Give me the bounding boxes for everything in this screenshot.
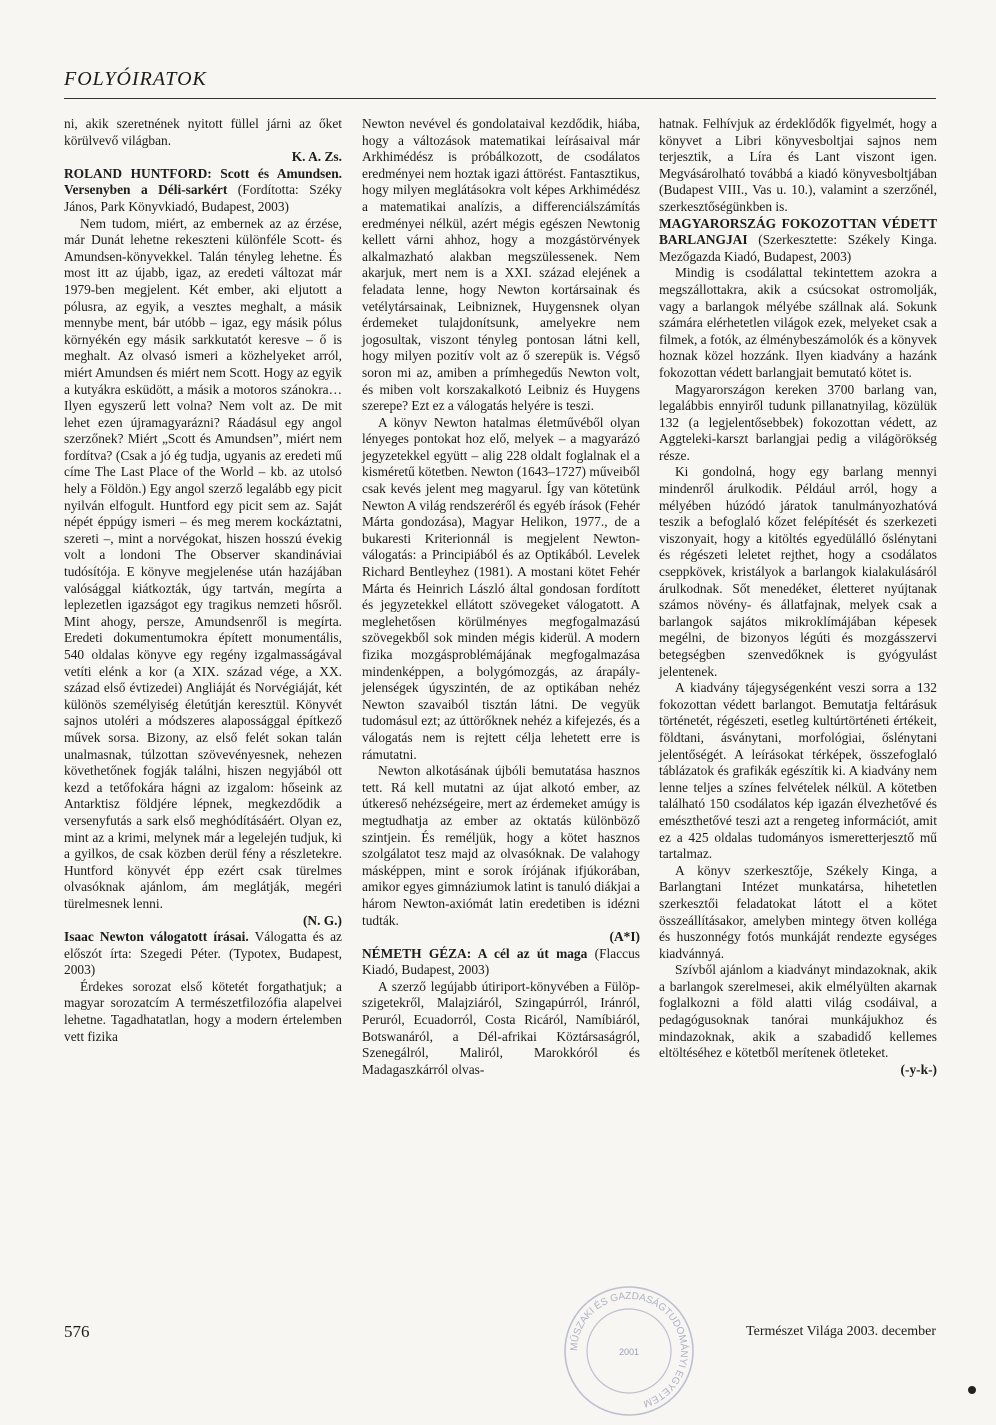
review-body: hatnak. Felhívjuk az érdeklődők figyelmét, hogy a könyvet a Libri könyvesboltjai sajnos nem terjesztik, a Líra és Lant viszont igen. Megvásárolható továbbá a kiadó könyvesboltjában (Budapest VIII., Vas u. 10.), valamint a szerzőnél, szerkesztőségünkben is.: [659, 116, 937, 214]
review-body: A könyv Newton hatalmas életművéből olyan lényeges pontokat hoz elő, melyek – a magyarázó jegyzetekkel együtt – alig 228 oldalt foglalnak el a kisméretű kötetben. Newton (1643–1727) műveiből csak kevés jelent meg magyarul. Így van kötetünk Newton A világ rendszeréről és egyéb írások (Fehér Márta gondozása), Magyar Helikon, 1977., de a bukaresti Kriterionnál is megjelent Newton-válogatás: a Principiából és az Optikából. Levelek Richard Bentleyhez (1981). A mostani kötet Fehér Márta és Heinrich László által gondosan fordított és jegyzetekkel ellátott szövegeket válogatott. A meglehetősen körülményes megfogalmazású szövegekből sok minden mégis kiderül. A modern fizika mozgásproblémájának megfogalmazása mindenképpen, a bolygómozgás, az árapály-jelenségek úgyszintén, de az optikában nehéz Newton szavaiból tisztán látni. De vegyük tudomásul ezt; az úttörőknek nehéz a kifejezés, és a válogatás nem is rejtett célja lehetett erre is rámutatni.: [362, 414, 640, 762]
stamp-year: 2001: [618, 1347, 640, 1357]
review-body: Newton alkotásának újbóli bemutatása hasznos tett. Rá kell mutatni az újat alkotó ember, az útkereső nehézségeire, mert az érdemeket amúgy is megtudhatja az ember az oktatás különböző szintjein. És reméljük, hogy a kötet hasznos szolgálatot tesz majd az olvasóknak. De valahogy másképpen, mint e sorok írójának ifjúkorában, amikor egyes gimnáziumok latint is tanuló diákjai a három Newton-axiómát latin eredetiben is idézni tudták.: [362, 763, 640, 928]
journal-name: Természet Világa 2003. december: [746, 1324, 936, 1339]
column-2: [362, 116, 640, 1078]
review-body: Érdekes sorozat első kötetét forgathatjuk; a magyar sorozatcím A természetfilozófia alapelvei lehetne. Tagadhatatlan, hogy a modern értelemben vett fizika: [64, 978, 342, 1044]
review-title: MAGYARORSZÁG FOKOZOTTAN VÉDETT BARLANGJAI: [659, 215, 937, 248]
stamp-text: MŰSZAKI ÉS GAZDASÁGTUDOMÁNYI EGYETEM: [568, 1290, 690, 1409]
review-body: A könyv szerkesztője, Székely Kinga, a Barlangtani Intézet munkatársa, hihetetlen szerkesztői feladatokat látott el a kötet összeállításakor, amelyben mintegy ötven kolléga és huszonnégy fotós munkáját rendezte egységes kiadvánnyá.: [659, 862, 937, 961]
page-number: 576: [64, 1322, 90, 1341]
review-meta: (Flaccus Kiadó, Budapest, 2003): [362, 945, 640, 978]
header-rule: [64, 98, 936, 99]
library-stamp: [560, 1282, 698, 1420]
review-meta: (Szerkesztette: Székely Kinga. Mezőgazda Kiadó, Budapest, 2003): [659, 232, 937, 264]
review-title: NÉMETH GÉZA: A cél az út maga: [362, 945, 588, 961]
column-1: [64, 116, 342, 1045]
review-meta: Válogatta és az előszót írta: Szegedi Péter. (Typotex, Budapest, 2003): [64, 929, 342, 978]
review-body: Ki gondolná, hogy egy barlang mennyi mindenről árulkodik. Például arról, hogy a mélyében húzódó járatok tanulmányozhatóvá teszik a befoglaló kőzet felépítését és szerkezeti viszonyait, hogy a kitöltés egyedülálló őslénytani és régészeti leletet rejthet, hogy a csodálatos cseppkövek, kristályok a barlangok kialakulásáról árulkodnak. Sőt menedéket, életteret nyújtanak számos növény- és állatfajnak, melyek csak a barlangok sajátos mikroklímájában képesek megélni, de bizonyos légúti és mozgásszervi betegségben szenvedőknek is gyógyulást jelentenek.: [659, 464, 937, 679]
review-signature: (N. G.): [302, 912, 342, 928]
column-3: [659, 116, 937, 1078]
review-heading: [362, 946, 640, 979]
review-body: Nem tudom, miért, az embernek az az érzése, már Dunát lehetne rekeszteni különféle Scott- és Amundsen-könyvekkel. Talán tényleg lehetne. És most itt az újabb, igaz, az eredeti változat már 1979-ben megjelent. Két ember, aki eljutott a pólusra, az egyik, a vesztes meghalt, a másik mennybe ment, bár utóbb – igaz, egy másik pólus környékén egy másik sarkkutatót keresve – ő is meghalt. Az olvasó ismeri a közhelyeket arról, miért Amundsen és miért nem Scott. Hogy az egyik a kutyákra esküdött, a másik a motoros szánokra… Ilyen egyszerű lett volna? Nem volt az. De mit lehet ezen újramagyarázni? Ráadásul egy angol szerzőnek? Miért „Scott és Amundsen”, miért nem fordítva? (Csak a jó ég tudja, ugyanis az eredeti mű címe The Last Place of the World – kb. az utolsó hely a Földön.) Egy angol szerző legalább egy picit nyilván elfogult. Huntford egy picit sem az. Saját népét éppúgy ismeri – és meg merem kockáztatni, szereti –, mint a norvégokat, hiszen hosszú évekig volt a londoni The Observer skandináviai tudósítója. E könyve megjelenése után hazájában valósággal kiátkozták, úgy tartván, megírta a leplezetlen igazságot egy tragikus nemzeti hősről. Mint ahogy, persze, Amundsenről is megírta. Eredeti dokumentumokra épített monumentális, 540 oldalas könyve egy regény izgalmasságával vetíti elénk a kor (a XIX. század vége, a XX. század első évtizedei) Angliáját és Norvégiáját, két különös személyiség életútján keresztül. Könyvét sajnos utoléri a módszeres alapossággal építkező művek sorsa. Bizony, az első felét sokan talán unalmasnak, túlzottan szövevényesnek, nehezen követhetőnek fogják találni, hiszen negyjából ott kezd a tetőfokára hágni az izgalom: hőseink az Antarktisz földjére lépnek, megkezdődik a versenyfutás a sark első meghódításáért. Olyan ez, mint az a krimi, melynek már a legelején tudjuk, ki a gyilkos, de csak közben derül fény a részletekre. Huntford könyvét épp ezért csak türelmes olvasóknak ajánlom, ám meglátják, megéri türelmesnek lenni.: [64, 215, 342, 911]
review-heading: [64, 166, 342, 216]
review-meta: (Fordította: Széky János, Park Könyvkiadó, Budapest, 2003): [64, 182, 342, 214]
review-signature: (-y-k-): [900, 1061, 937, 1077]
corner-mark: [968, 1386, 976, 1394]
review-title: ROLAND HUNTFORD: Scott és Amundsen. Versenyben a Déli-sarkért: [64, 165, 342, 198]
review-body: Mindig is csodálattal tekintettem azokra a megszállottakra, akik a csúcsokat ostromolják, vagy a barlangok mélyébe szállnak alá. Sokunk számára elérhetetlen világok ezek, melyeket csak a filmek, a fotók, az élménybeszámolók és a könyvek hoznak közel hozzánk. Ilyen kiadvány a hazánk fokozottan védett barlangjait bemutató kötet is.: [659, 265, 937, 380]
intro-signature: K. A. Zs.: [291, 149, 342, 165]
section-title: FOLYÓIRATOK: [64, 68, 207, 90]
review-body: Szívből ajánlom a kiadványt mindazoknak, akik a barlangok szerelmesei, akik elmélyülten akarnak foglalkozni a föld alatti világ csodáival, a pedagógusoknak tanórai munkájukhoz és mindazoknak, akik a szabadidő kellemes eltöltéséhez e kötetből merítenek ötleteket.: [659, 962, 937, 1061]
review-signature: (A*I): [609, 929, 640, 945]
review-heading: [659, 216, 937, 266]
intro-text: ni, akik szeretnének nyitott füllel járni az őket körülvevő világban.: [64, 116, 342, 148]
review-title: Isaac Newton válogatott írásai.: [64, 929, 249, 945]
review-body: Newton nevével és gondolataival kezdődik, hiába, hogy a változások matematikai leírásaival már Arkhimédész is próbálkozott, de csodálatos eredményei nem hoztak igazi áttörést. Fantasztikus, hogy milyen meglátásokra volt képes Arkhimédész a matematikai analízis, a differenciálszámítás eredményei nélkül, azért mégis egészen Newtonig kellett várni ahhoz, hogy a mozgástörvények alkalmazható alakban megszülessenek. Nem akarjuk, mert nem is a XXI. század elejének a feladata lenne, hogy Newton kortársainak és vetélytársainak, Leibniznek, Huygensnek olyan érdemeket tulajdonítsunk, amelyekre nem jogosultak, viszont tényleg pontosan látni kell, hogy milyen pozitív volt az ő szerepük is. Végső soron mi az, amiben a prímhegedűs Newton volt, és miben volt korszakalkotó Leibniz és Huygens szerepe? Ezt ez a válogatás helyére is teszi.: [362, 116, 640, 414]
review-body: A szerző legújabb útiriport-könyvében a Fülöp-szigetekről, Malajziáról, Szingapúrról, Iránról, Peruról, Ecuadorról, Costa Ricáról, Namíbiáról, Botswanáról, a Dél-afrikai Köztársaságról, Szenegálról, Maliról, Marokkóról és Madagaszkárról olvas-: [362, 978, 640, 1077]
review-body: Magyarországon kereken 3700 barlang van, legalábbis ennyiről tudunk pillanatnyilag, közülük 132 (a legjelentősebbek) fokozottan védett, az Aggteleki-karszt barlangjai pedig a világörökség része.: [659, 381, 937, 463]
review-body: A kiadvány tájegységenként veszi sorra a 132 fokozottan védett barlangot. Bemutatja feltárásuk történetét, régészeti, esetleg kultúrtörténeti értékeit, földtani, ásványtani, morfológiai, őslénytani jelentőségét. A leírásokat térképek, összefoglaló táblázatok és grafikák egészítik ki. A kiadvány nem lenne teljes a színes felvételek nélkül. A kötetben található 150 csodálatos kép igazán élvezhetővé és emészthetővé teszi azt a rengeteg információt, amit ez a 425 oldalas tudományos ismeretterjesztő mű tartalmaz.: [659, 680, 937, 862]
review-heading: [64, 929, 342, 979]
